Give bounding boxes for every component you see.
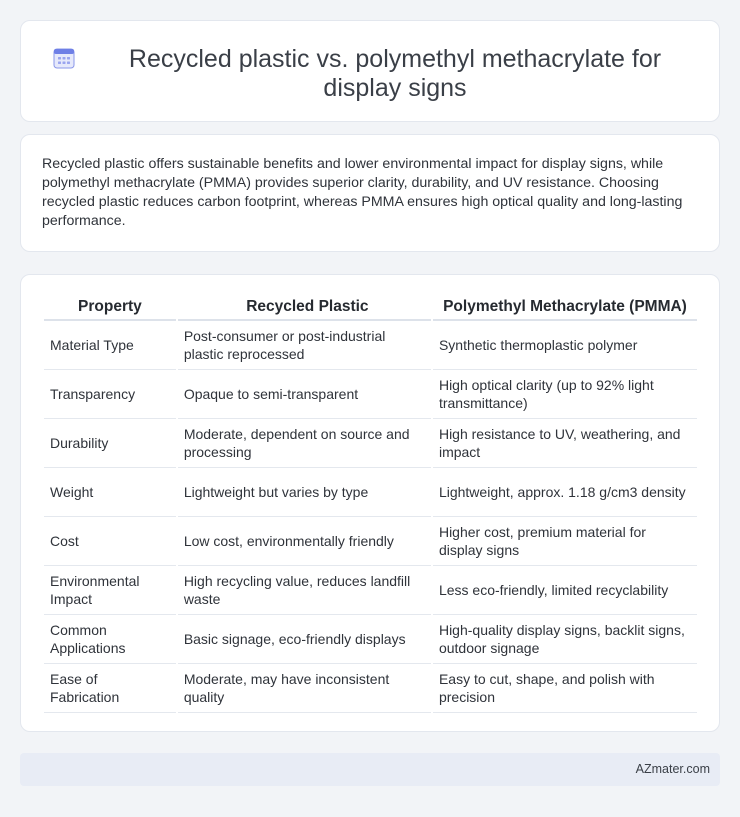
header-pmma: Polymethyl Methacrylate (PMMA) [433,295,697,321]
recycled-cell: High recycling value, reduces landfill waste [178,566,431,615]
footer-site-link[interactable]: AZmater.com [635,762,710,776]
comparison-card [20,274,720,732]
recycled-cell: Post-consumer or post-industrial plastic reprocessed [178,321,431,370]
pmma-cell: High-quality display signs, backlit signs, outdoor signage [433,615,697,664]
pmma-cell: Easy to cut, shape, and polish with precision [433,664,697,713]
pmma-cell: Higher cost, premium material for display signs [433,517,697,566]
table-row [44,615,697,664]
footer-bar [20,753,720,786]
title-card [20,20,720,122]
property-cell: Weight [44,468,176,517]
recycled-cell: Moderate, may have inconsistent quality [178,664,431,713]
pmma-cell: High optical clarity (up to 92% light transmittance) [433,370,697,419]
property-cell: Environmental Impact [44,566,176,615]
comparison-table [42,295,699,713]
header-recycled-plastic: Recycled Plastic [178,295,431,321]
property-cell: Ease of Fabrication [44,664,176,713]
pmma-cell: Less eco-friendly, limited recyclability [433,566,697,615]
table-header-row [44,295,697,321]
property-cell: Cost [44,517,176,566]
table-row [44,517,697,566]
page-title: Recycled plastic vs. polymethyl methacrylate for display signs [128,45,662,102]
table-row [44,468,697,517]
recycled-cell: Basic signage, eco-friendly displays [178,615,431,664]
header-property: Property [44,295,176,321]
property-cell: Transparency [44,370,176,419]
table-row [44,370,697,419]
pmma-cell: High resistance to UV, weathering, and impact [433,419,697,468]
recycled-cell: Lightweight but varies by type [178,468,431,517]
pmma-cell: Lightweight, approx. 1.18 g/cm3 density [433,468,697,517]
recycled-cell: Moderate, dependent on source and processing [178,419,431,468]
table-row [44,566,697,615]
table-row [44,664,697,713]
table-row [44,321,697,370]
recycled-cell: Low cost, environmentally friendly [178,517,431,566]
property-cell: Durability [44,419,176,468]
summary-text: Recycled plastic offers sustainable benefits and lower environmental impact for display signs, while polymethyl methacrylate (PMMA) provides superior clarity, durability, and UV resistance. Choosing recycled plastic reduces carbon footprint, whereas PMMA ensures high optical quality and long-lasting performance. [42,156,683,229]
property-cell: Material Type [44,321,176,370]
recycled-cell: Opaque to semi-transparent [178,370,431,419]
table-row [44,419,697,468]
pmma-cell: Synthetic thermoplastic polymer [433,321,697,370]
property-cell: Common Applications [44,615,176,664]
summary-card [20,134,720,252]
